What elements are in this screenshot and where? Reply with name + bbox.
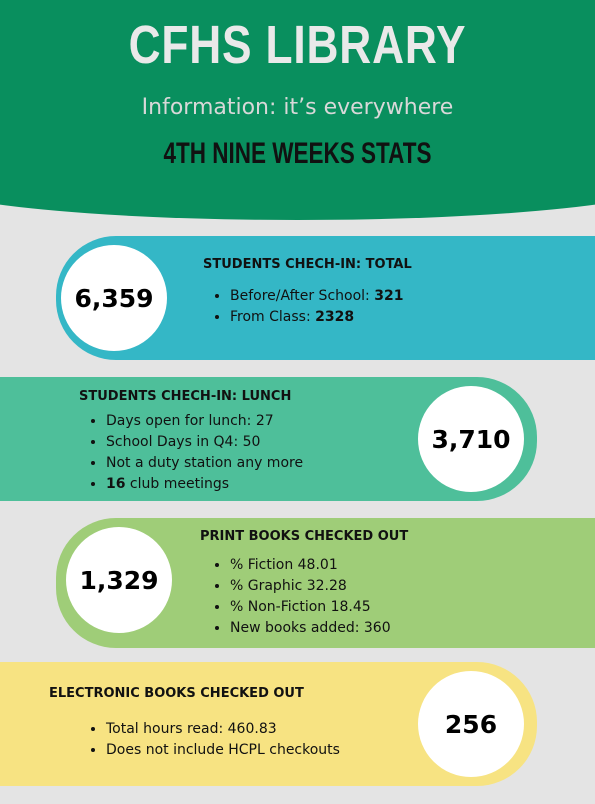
lunch-checkin-title: STUDENTS CHECH-IN: LUNCH <box>79 389 292 404</box>
list-item: • New books added: 360 <box>230 618 391 639</box>
list-item: • % Non-Fiction 18.45 <box>230 597 391 618</box>
list-item: • Does not include HCPL checkouts <box>106 740 340 761</box>
list-item: • From Class: 2328 <box>230 307 403 328</box>
total-checkin-list <box>212 286 403 328</box>
list-item: • Before/After School: 321 <box>230 286 403 307</box>
electronic-books-list <box>88 719 340 761</box>
list-item: • Not a duty station any more <box>106 453 303 474</box>
list-item: • Days open for lunch: 27 <box>106 411 303 432</box>
list-item: • 16 club meetings <box>106 474 303 495</box>
page-subtitle: 4TH NINE WEEKS STATS <box>163 137 432 170</box>
lunch-checkin-value: 3,710 <box>418 386 524 492</box>
electronic-books-value: 256 <box>418 671 524 777</box>
list-item: • Total hours read: 460.83 <box>106 719 340 740</box>
list-item: • School Days in Q4: 50 <box>106 432 303 453</box>
total-checkin-title: STUDENTS CHECH-IN: TOTAL <box>203 257 412 272</box>
list-item: • % Fiction 48.01 <box>230 555 391 576</box>
lunch-checkin-list <box>88 411 303 495</box>
electronic-books-title: ELECTRONIC BOOKS CHECKED OUT <box>49 686 304 701</box>
print-books-value: 1,329 <box>66 527 172 633</box>
total-checkin-value: 6,359 <box>61 245 167 351</box>
print-books-list <box>212 555 391 639</box>
page-title: CFHS LIBRARY <box>128 15 467 75</box>
print-books-title: PRINT BOOKS CHECKED OUT <box>200 529 409 544</box>
tagline: Information: it’s everywhere <box>141 95 454 120</box>
list-item: • % Graphic 32.28 <box>230 576 391 597</box>
